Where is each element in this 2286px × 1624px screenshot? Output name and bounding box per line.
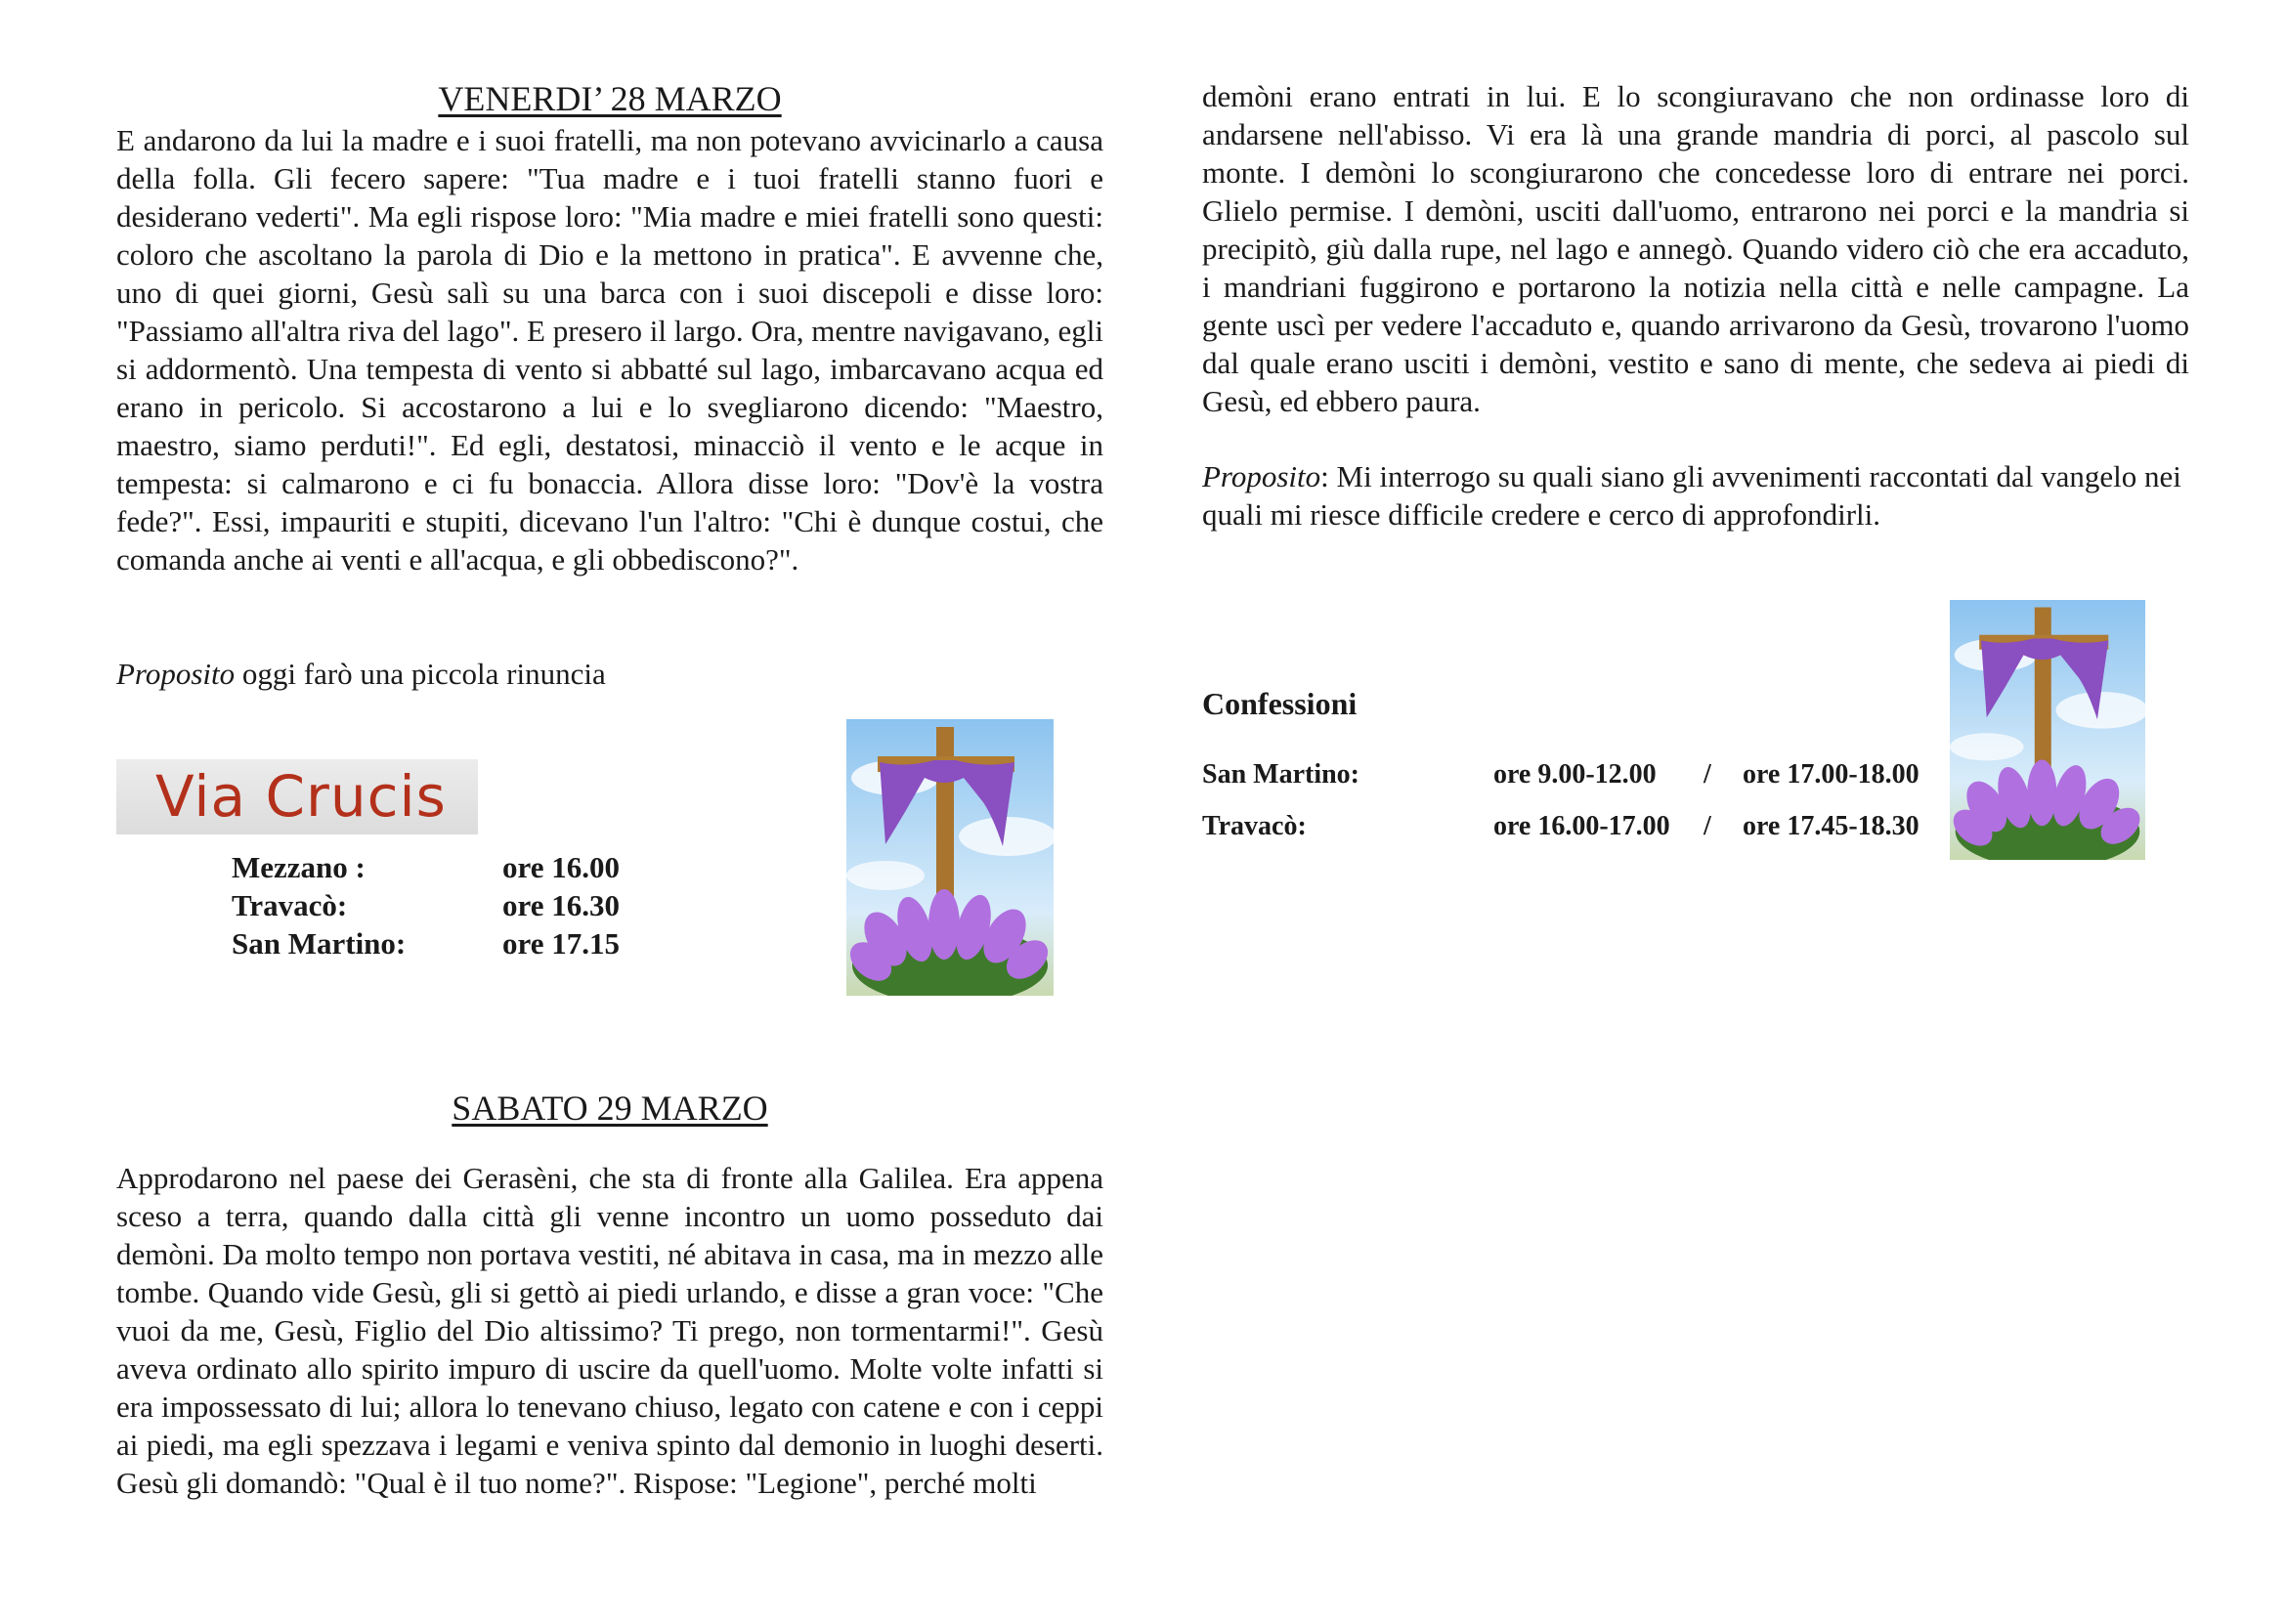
- via-crucis-time: ore 17.15: [502, 926, 620, 961]
- proposito-text: oggi farò una piccola rinuncia: [235, 657, 606, 691]
- saturday-gospel-text: Approdarono nel paese dei Gerasèni, che sta di fronte alla Galilea. Era appena sceso a terra, quando dalla città gli venne incontro un uomo posseduto dai demòni. Da molto tempo non portava vestiti, né abitava in casa, ma in mezzo alle tombe. Quando vide Gesù, gli si gettò ai piedi urlando, e disse a gran voce: "Che vuoi da me, Gesù, Figlio del Dio altissimo? Ti prego, non tormentarmi!". Gesù aveva ordinato allo spirito impuro di uscire da quell'uomo. Molte volte infatti si era impossessato di lui; allora lo tenevano chiuso, legato con catene e con i ceppi ai piedi, ma egli spezzava i legami e veniva spinto dal demonio in luoghi deserti. Gesù gli domandò: "Qual è il tuo nome?". Rispose: "Legione", perché molti: [116, 1161, 1103, 1500]
- friday-gospel-text: E andarono da lui la madre e i suoi fratelli, ma non potevano avvicinarlo a causa della folla. Gli fecero sapere: "Tua madre e i tuoi fratelli stanno fuori e desiderano vederti". Ma egli rispose loro: "Mia madre e miei fratelli sono questi: coloro che ascoltano la parola di Dio e la mettono in pratica". E avvenne che, uno di quei giorni, Gesù salì su una barca con i suoi discepoli e disse loro: "Passiamo all'altra riva del lago". E presero il largo. Ora, mentre navigavano, egli si addormentò. Una tempesta di vento si abbatté sul lago, imbarcavano acqua ed erano in pericolo. Si accostarono a lui e lo svegliarono dicendo: "Maestro, maestro, siamo perduti!". Ed egli, destatosi, minacciò il vento e le acque in tempesta: si calmarono e ci fu bonaccia. Allora disse loro: "Dov'è la vostra fede?". Essi, impauriti e stupiti, dicevano l'un l'altro: "Chi è dunque costui, che comanda anche ai venti e all'acqua, e gli obbediscono?".: [116, 123, 1103, 577]
- via-crucis-place: Mezzano :: [232, 850, 366, 884]
- friday-title: VENERDI’ 28 MARZO: [438, 79, 782, 118]
- proposito-text: : Mi interrogo su quali siano gli avvenimenti raccontati dal vangelo nei quali mi riesce difficile credere e cerco di approfondirli.: [1202, 459, 2181, 532]
- saturday-gospel-continuation: demòni erano entrati in lui. E lo scongiuravano che non ordinasse loro di andarsene nell'abisso. Vi era là una grande mandria di porci, al pascolo sul monte. I demòni lo scongiurarono che concedesse loro di entrare nei porci. Glielo permise. I demòni, usciti dall'uomo, entrarono nei porci e la mandria si precipitò, giù dalla rupe, nel lago e annegò. Quando videro ciò che era accaduto, i mandriani fuggirono e portarono la notizia nella città e nelle campagne. La gente uscì per vedere l'accaduto e, quando arrivarono da Gesù, trovarono l'uomo dal quale erano usciti i demòni, vestito e sano di mente, che sedeva ai piedi di Gesù, ed ebbero paura.: [1202, 79, 2189, 418]
- via-crucis-row: [232, 850, 620, 888]
- confessioni-second: ore 17.00-18.00: [1743, 759, 1919, 790]
- friday-proposito: [116, 655, 1103, 693]
- confessioni-first: ore 9.00-12.00: [1493, 759, 1657, 790]
- via-crucis-place: San Martino:: [232, 926, 407, 961]
- confessioni-sep: /: [1704, 811, 1711, 841]
- via-crucis-time: ore 16.30: [502, 888, 620, 922]
- proposito-label: Proposito: [116, 657, 236, 691]
- saturday-proposito: [1202, 457, 2189, 534]
- cross-image: [1950, 600, 2145, 860]
- via-crucis-times: [232, 850, 620, 964]
- via-crucis-place: Travacò:: [232, 888, 348, 922]
- proposito-label: Proposito: [1202, 459, 1321, 493]
- confessioni-sep: /: [1704, 759, 1711, 790]
- confessioni-row: [1202, 811, 1919, 842]
- via-crucis-row: [232, 888, 620, 926]
- confessioni-first: ore 16.00-17.00: [1493, 811, 1670, 841]
- via-crucis-logo: [116, 759, 478, 834]
- confessioni-title: Confessioni: [1202, 686, 1358, 721]
- via-crucis-time: ore 16.00: [502, 850, 620, 884]
- cross-image: [846, 719, 1054, 996]
- confessioni-row: [1202, 759, 1919, 791]
- confessioni-place: Travacò:: [1202, 811, 1307, 841]
- via-crucis-row: [232, 926, 620, 964]
- confessioni-second: ore 17.45-18.30: [1743, 811, 1919, 841]
- via-crucis-logo-text: Via Crucis: [155, 763, 447, 830]
- saturday-title: SABATO 29 MARZO: [452, 1089, 768, 1128]
- confessioni-place: San Martino:: [1202, 759, 1359, 790]
